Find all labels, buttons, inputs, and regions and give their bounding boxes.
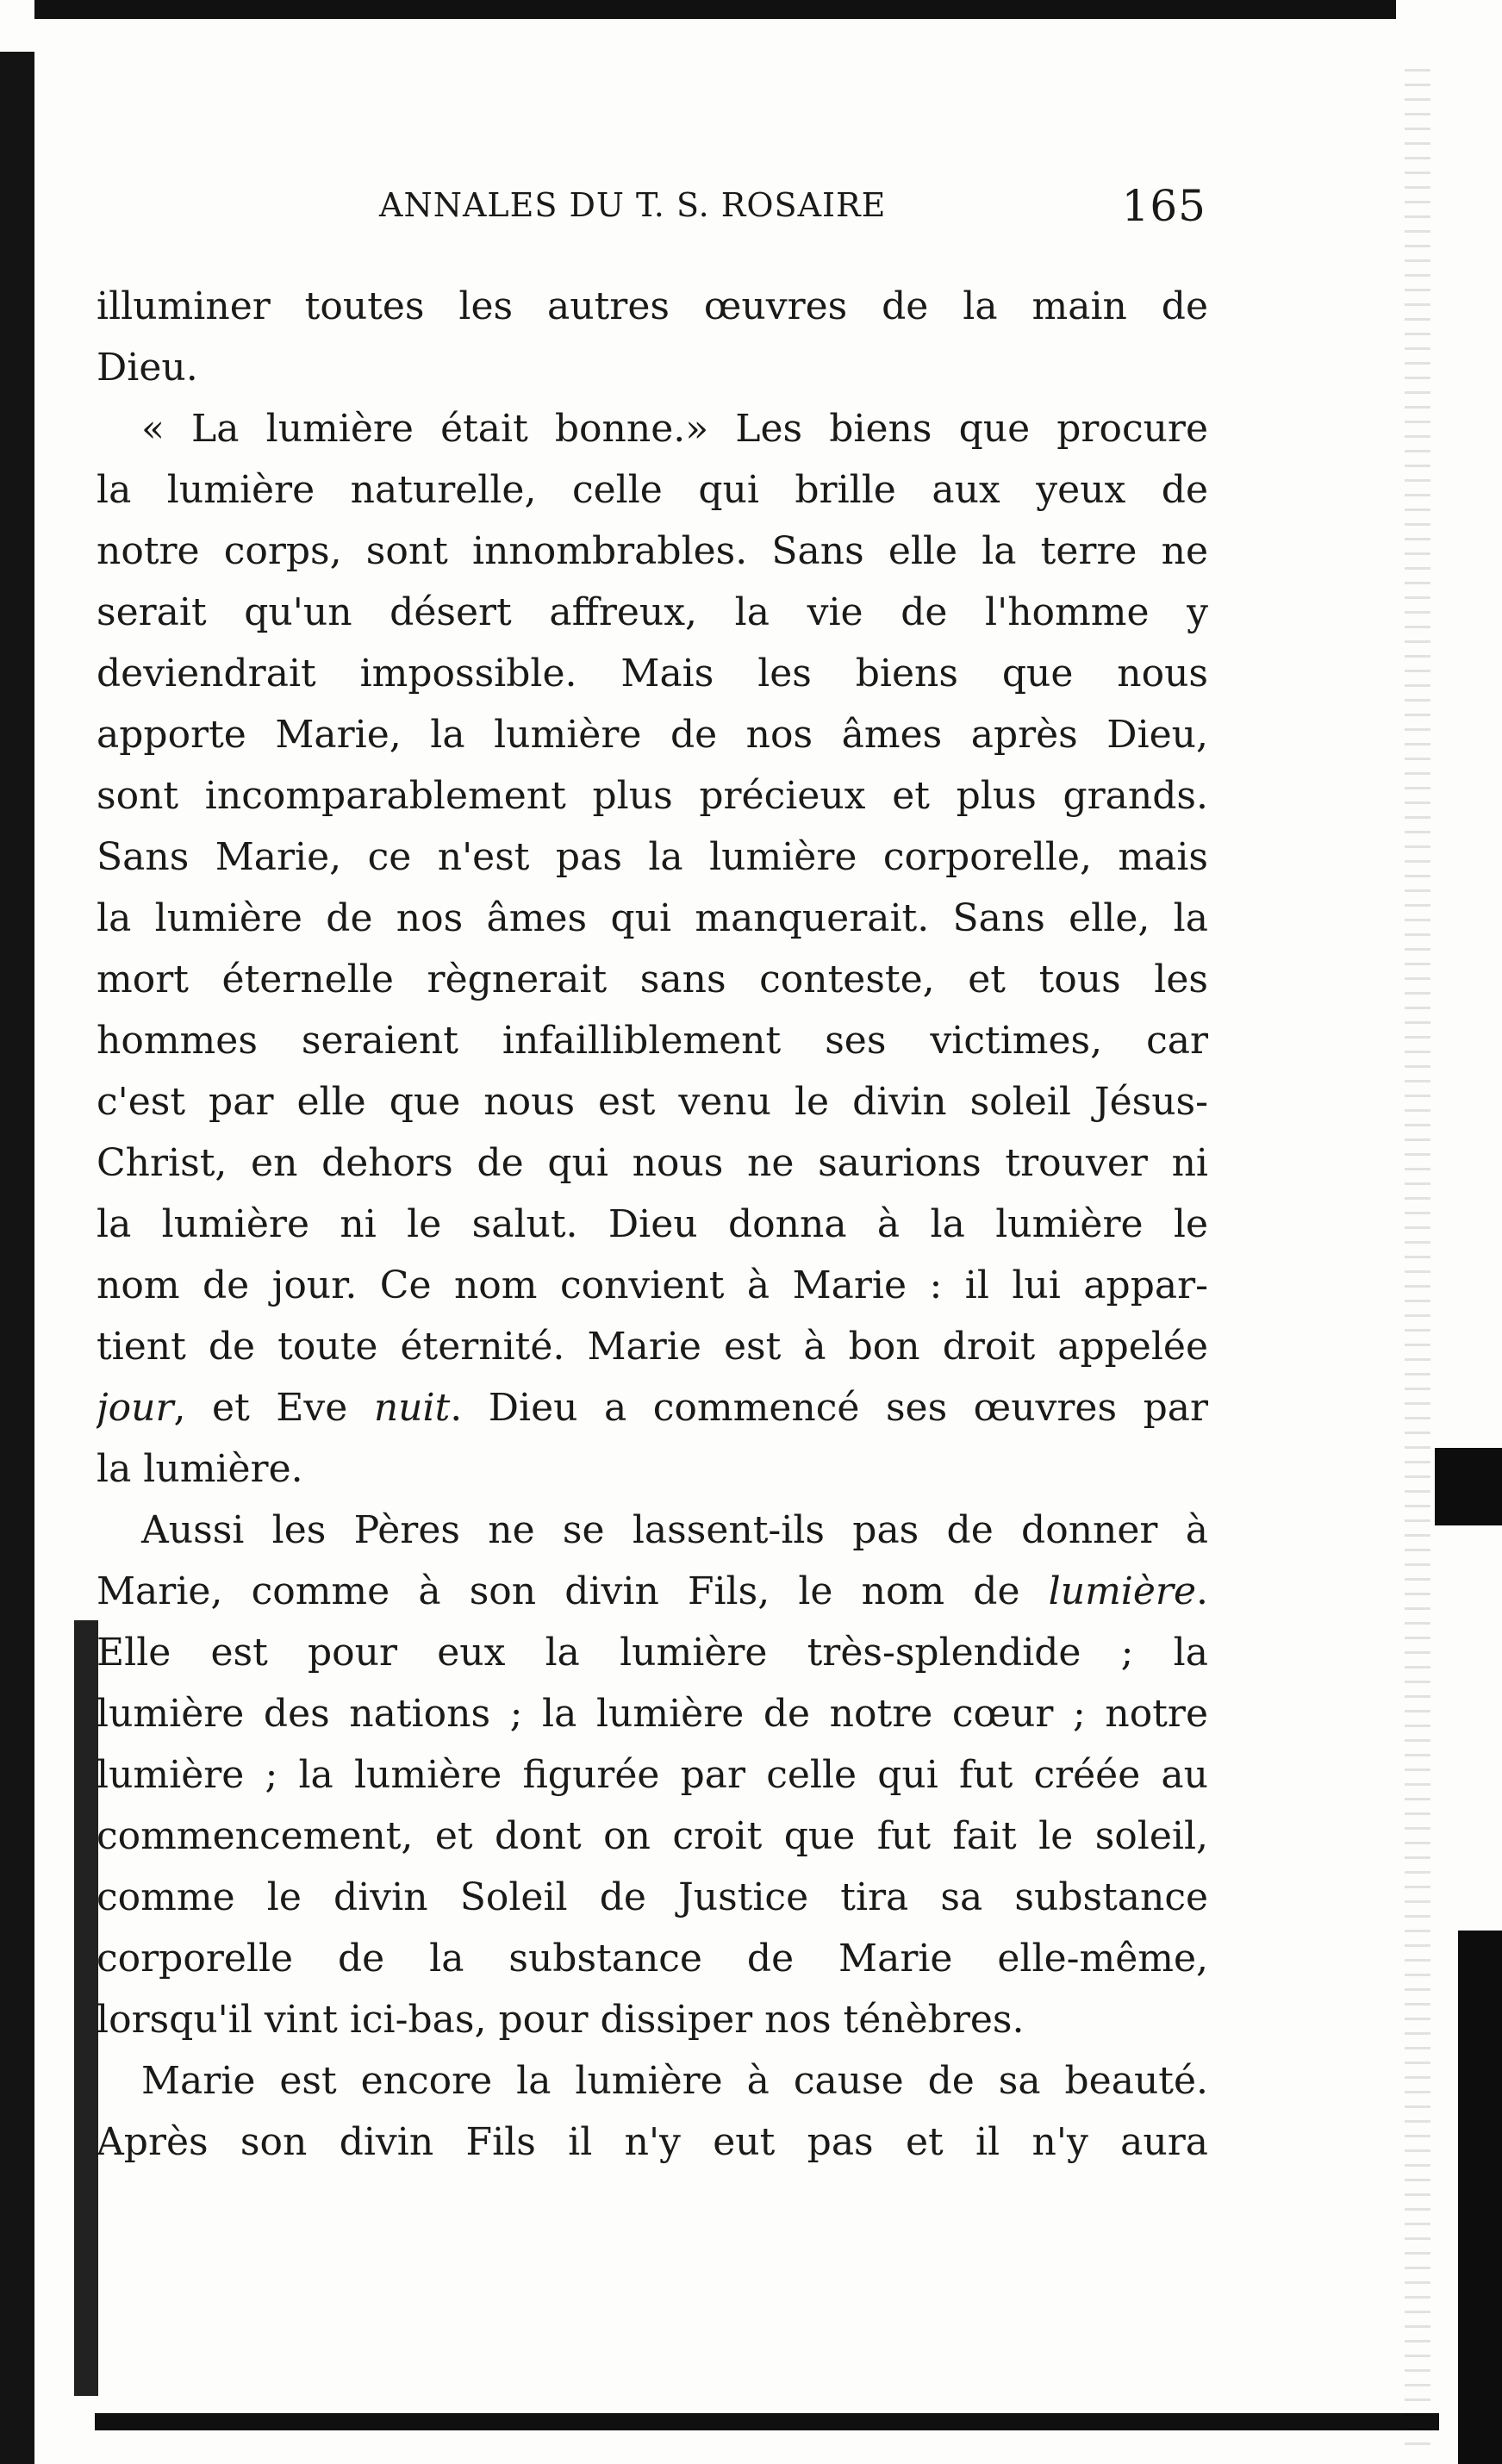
text-line: Dieu. — [97, 346, 198, 390]
text-line: illuminer toutes les autres œuvres de la main de — [97, 284, 1208, 328]
italic-word: jour — [97, 1386, 174, 1430]
scan-edge-right — [1458, 1931, 1502, 2464]
running-head — [379, 181, 1206, 238]
text-line: tient de toute éternité. Marie est à bon droit appelée — [97, 1325, 1208, 1369]
scan-edge-left — [0, 52, 34, 2464]
text-line: Aussi les Pères ne se lassent-ils pas de donner à — [141, 1508, 1208, 1552]
text-line: Christ, en dehors de qui nous ne saurions trouver ni — [97, 1141, 1208, 1185]
text-fragment: . — [1196, 1569, 1208, 1613]
text-line: notre corps, sont innombrables. Sans elle la terre ne — [97, 529, 1208, 573]
text-line: Marie est encore la lumière à cause de sa beauté. — [141, 2059, 1208, 2103]
scan-edge-top — [34, 0, 1396, 19]
text-line: lorsqu'il vint ici-bas, pour dissiper nos ténèbres. — [97, 1998, 1025, 2042]
text-line: la lumière naturelle, celle qui brille aux yeux de — [97, 468, 1208, 512]
text-line: hommes seraient infailliblement ses victimes, car — [97, 1019, 1208, 1063]
text-line: Elle est pour eux la lumière très-splendide ; la — [97, 1631, 1208, 1675]
scan-edge-right-mark — [1435, 1448, 1502, 1525]
scan-edge-left-inner — [74, 1620, 98, 2396]
text-line: commencement, et dont on croit que fut fait le soleil, — [97, 1814, 1208, 1858]
text-line: c'est par elle que nous est venu le divin soleil Jésus- — [97, 1080, 1208, 1124]
text-line: mort éternelle règnerait sans conteste, et tous les — [97, 958, 1208, 1001]
text-line: la lumière ni le salut. Dieu donna à la lumière le — [97, 1202, 1208, 1246]
text-fragment: . Dieu a commencé ses œuvres par — [450, 1386, 1208, 1430]
scan-edge-right-speckle — [1405, 69, 1430, 2448]
text-line — [97, 1377, 1208, 1438]
text-line: « La lumière était bonne.» Les biens que procure — [141, 407, 1208, 451]
page-number: 165 — [1121, 181, 1206, 231]
text-line: Après son divin Fils il n'y eut pas et il n'y aura — [97, 2120, 1208, 2164]
body-text — [97, 276, 1208, 2173]
text-line: sont incomparablement plus précieux et plus grands. — [97, 774, 1208, 818]
text-line: serait qu'un désert affreux, la vie de l'homme y — [97, 590, 1208, 634]
text-line: lumière des nations ; la lumière de notre cœur ; notre — [97, 1692, 1208, 1736]
text-line: la lumière de nos âmes qui manquerait. Sans elle, la — [97, 896, 1208, 940]
text-line: comme le divin Soleil de Justice tira sa substance — [97, 1875, 1208, 1919]
text-line: apporte Marie, la lumière de nos âmes après Dieu, — [97, 713, 1208, 757]
text-line: lumière ; la lumière figurée par celle qui fut créée au — [97, 1753, 1208, 1797]
text-line: Sans Marie, ce n'est pas la lumière corporelle, mais — [97, 835, 1208, 879]
italic-word: nuit — [373, 1386, 451, 1430]
text-line — [97, 1561, 1208, 1622]
text-line: deviendrait impossible. Mais les biens que nous — [97, 652, 1208, 696]
running-head-title: ANNALES DU T. S. ROSAIRE — [379, 186, 887, 224]
text-fragment: , et Eve — [173, 1386, 374, 1430]
text-fragment: Marie, comme à son divin Fils, le nom de — [97, 1569, 1049, 1613]
scan-edge-bottom — [95, 2413, 1439, 2430]
text-line: la lumière. — [97, 1447, 303, 1491]
text-line: corporelle de la substance de Marie elle-même, — [97, 1937, 1208, 1981]
text-line: nom de jour. Ce nom convient à Marie : il lui appar- — [97, 1263, 1208, 1307]
italic-word: lumière — [1048, 1569, 1196, 1613]
